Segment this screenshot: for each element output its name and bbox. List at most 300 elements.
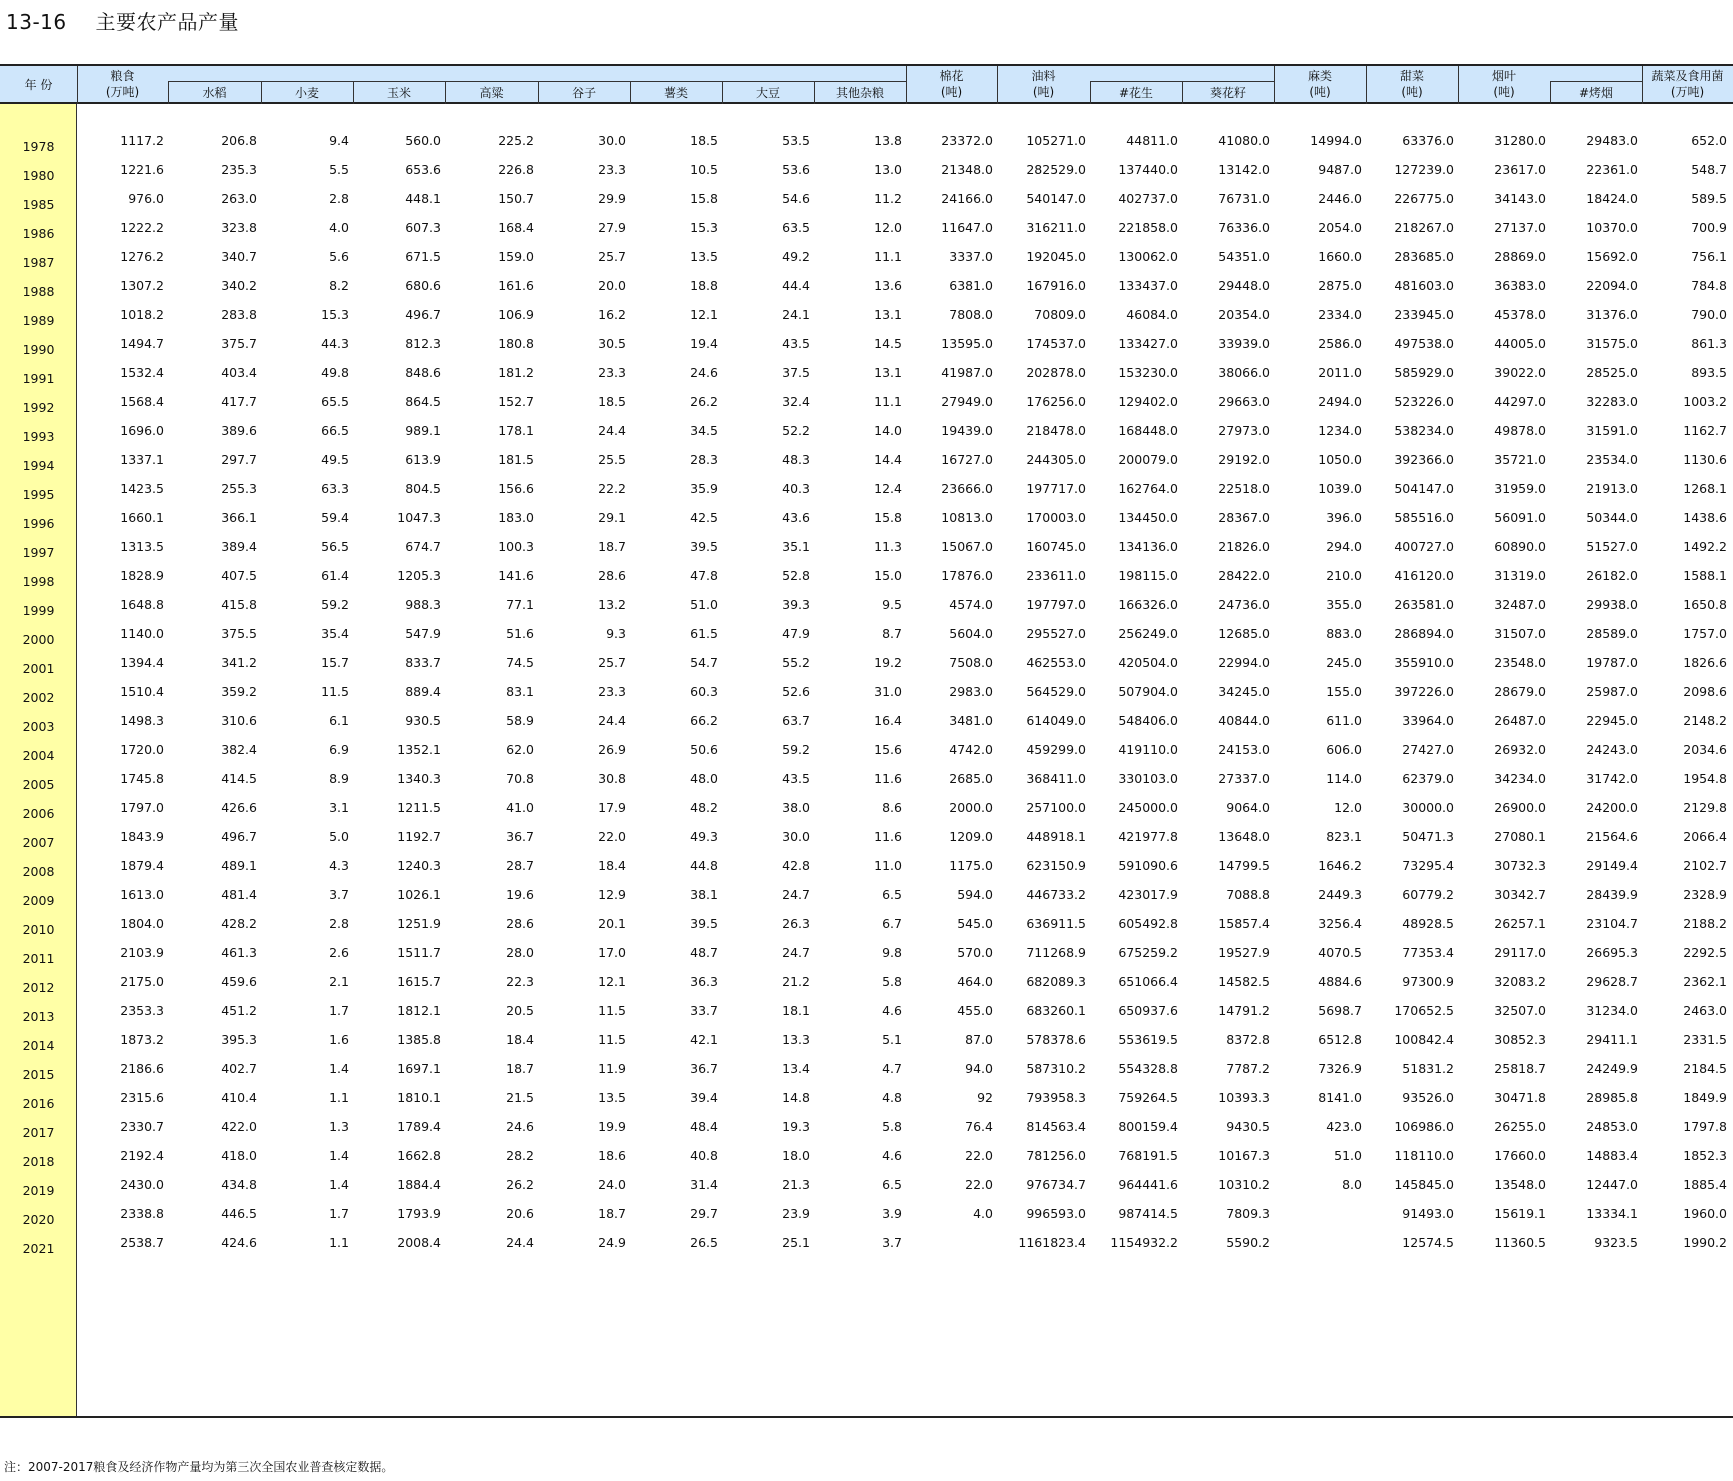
table-row	[0, 684, 1733, 716]
value-cell: 20.1	[598, 916, 626, 931]
value-cell: 74.5	[506, 655, 534, 670]
header-sub-tobacco-sub: #烤烟	[1578, 86, 1614, 100]
value-cell: 497538.0	[1394, 336, 1454, 351]
value-cell: 19787.0	[1586, 655, 1638, 670]
value-cell: 70.8	[506, 771, 534, 786]
year-cell: 1987	[22, 255, 55, 270]
value-cell: 1423.5	[120, 481, 164, 496]
value-cell: 434.8	[221, 1177, 257, 1192]
value-cell: 29.7	[690, 1206, 718, 1221]
year-cell: 2004	[22, 748, 55, 763]
value-cell: 42.5	[690, 510, 718, 525]
value-cell: 31280.0	[1494, 133, 1546, 148]
year-cell: 1997	[22, 545, 55, 560]
table-row	[0, 1032, 1733, 1064]
value-cell: 1568.4	[120, 394, 164, 409]
table-row	[0, 220, 1733, 252]
value-cell: 6381.0	[949, 278, 993, 293]
value-cell: 4070.5	[1318, 945, 1362, 960]
value-cell: 49878.0	[1494, 423, 1546, 438]
value-cell: 62379.0	[1402, 771, 1454, 786]
table-row	[0, 800, 1733, 832]
value-cell: 22.0	[965, 1148, 993, 1163]
value-cell: 2328.9	[1683, 887, 1727, 902]
table-row	[0, 133, 1733, 165]
value-cell: 218478.0	[1026, 423, 1086, 438]
value-cell: 255.3	[221, 481, 257, 496]
year-cell: 1978	[22, 139, 55, 154]
table-row	[0, 1177, 1733, 1209]
value-cell: 28.7	[506, 858, 534, 873]
year-cell: 1993	[22, 429, 55, 444]
value-cell: 25987.0	[1586, 684, 1638, 699]
year-cell: 2020	[22, 1212, 55, 1227]
value-cell: 1650.8	[1683, 597, 1727, 612]
value-cell: 27.9	[598, 220, 626, 235]
value-cell: 481603.0	[1394, 278, 1454, 293]
value-cell: 10813.0	[941, 510, 993, 525]
value-cell: 14.8	[782, 1090, 810, 1105]
value-cell: 36.7	[506, 829, 534, 844]
value-cell: 1810.1	[397, 1090, 441, 1105]
value-cell: 613.9	[405, 452, 441, 467]
value-cell: 17660.0	[1494, 1148, 1546, 1163]
value-cell: 297.7	[221, 452, 257, 467]
value-cell: 59.2	[782, 742, 810, 757]
year-cell: 2014	[22, 1038, 55, 1053]
value-cell: 31575.0	[1586, 336, 1638, 351]
value-cell: 2983.0	[949, 684, 993, 699]
year-cell: 1988	[22, 284, 55, 299]
value-cell: 964441.6	[1118, 1177, 1178, 1192]
value-cell: 1873.2	[120, 1032, 164, 1047]
value-cell: 52.8	[782, 568, 810, 583]
header-divider	[997, 66, 998, 104]
value-cell: 18.1	[782, 1003, 810, 1018]
value-cell: 28.6	[598, 568, 626, 583]
year-cell: 1989	[22, 313, 55, 328]
header-divider	[1458, 66, 1459, 104]
value-cell: 7808.0	[949, 307, 993, 322]
value-cell: 56091.0	[1494, 510, 1546, 525]
value-cell: 12.4	[874, 481, 902, 496]
value-cell: 53.6	[782, 162, 810, 177]
value-cell: 14791.2	[1218, 1003, 1270, 1018]
value-cell: 168.4	[498, 220, 534, 235]
header-year: 年 份	[24, 78, 53, 92]
value-cell: 1240.3	[397, 858, 441, 873]
value-cell: 14.5	[874, 336, 902, 351]
value-cell: 2338.8	[120, 1206, 164, 1221]
value-cell: 9430.5	[1226, 1119, 1270, 1134]
value-cell: 49.5	[321, 452, 349, 467]
value-cell: 24.7	[782, 945, 810, 960]
value-cell: 76.4	[965, 1119, 993, 1134]
value-cell: 13648.0	[1218, 829, 1270, 844]
value-cell: 30.0	[598, 133, 626, 148]
header-divider	[77, 66, 78, 104]
value-cell: 12.1	[690, 307, 718, 322]
header-sub-divider	[1182, 81, 1183, 104]
value-cell: 564529.0	[1026, 684, 1086, 699]
value-cell: 5698.7	[1318, 1003, 1362, 1018]
year-cell: 2016	[22, 1096, 55, 1111]
value-cell: 29411.1	[1586, 1032, 1638, 1047]
value-cell: 225.2	[498, 133, 534, 148]
value-cell: 2098.6	[1683, 684, 1727, 699]
value-cell: 861.3	[1691, 336, 1727, 351]
value-cell: 2008.4	[397, 1235, 441, 1250]
value-cell: 11.6	[874, 829, 902, 844]
header-sub-grain-sub: 谷子	[571, 86, 596, 100]
value-cell: 2.6	[329, 945, 349, 960]
value-cell: 28525.0	[1586, 365, 1638, 380]
value-cell: 419110.0	[1118, 742, 1178, 757]
value-cell: 23534.0	[1586, 452, 1638, 467]
value-cell: 13548.0	[1494, 1177, 1546, 1192]
value-cell: 989.1	[405, 423, 441, 438]
value-cell: 340.2	[221, 278, 257, 293]
value-cell: 47.8	[690, 568, 718, 583]
value-cell: 28869.0	[1494, 249, 1546, 264]
value-cell: 675259.2	[1118, 945, 1178, 960]
header-sub-divider	[261, 81, 262, 104]
value-cell: 162764.0	[1118, 481, 1178, 496]
value-cell: 63376.0	[1402, 133, 1454, 148]
value-cell: 83.1	[506, 684, 534, 699]
value-cell: 18424.0	[1586, 191, 1638, 206]
value-cell: 16.2	[598, 307, 626, 322]
value-cell: 13142.0	[1218, 162, 1270, 177]
value-cell: 60890.0	[1494, 539, 1546, 554]
value-cell: 11360.5	[1494, 1235, 1546, 1250]
value-cell: 27337.0	[1218, 771, 1270, 786]
value-cell: 30471.8	[1494, 1090, 1546, 1105]
value-cell: 63.3	[321, 481, 349, 496]
value-cell: 174537.0	[1026, 336, 1086, 351]
header-group-unit: (吨)	[1493, 85, 1515, 99]
value-cell: 23.3	[598, 684, 626, 699]
value-cell: 375.7	[221, 336, 257, 351]
value-cell: 1494.7	[120, 336, 164, 351]
value-cell: 31742.0	[1586, 771, 1638, 786]
value-cell: 160745.0	[1026, 539, 1086, 554]
value-cell: 540147.0	[1026, 191, 1086, 206]
value-cell: 18.5	[598, 394, 626, 409]
table-row	[0, 887, 1733, 919]
value-cell: 92	[977, 1090, 993, 1105]
value-cell: 29938.0	[1586, 597, 1638, 612]
value-cell: 129402.0	[1118, 394, 1178, 409]
value-cell: 1812.1	[397, 1003, 441, 1018]
value-cell: 2685.0	[949, 771, 993, 786]
year-cell: 2019	[22, 1183, 55, 1198]
value-cell: 25.1	[782, 1235, 810, 1250]
value-cell: 19.4	[690, 336, 718, 351]
value-cell: 790.0	[1691, 307, 1727, 322]
value-cell: 1276.2	[120, 249, 164, 264]
value-cell: 4.8	[882, 1090, 902, 1105]
value-cell: 24.6	[690, 365, 718, 380]
table-row	[0, 1061, 1733, 1093]
value-cell: 100.3	[498, 539, 534, 554]
value-cell: 578378.6	[1026, 1032, 1086, 1047]
value-cell: 56.5	[321, 539, 349, 554]
value-cell: 28.2	[506, 1148, 534, 1163]
value-cell: 26182.0	[1586, 568, 1638, 583]
value-cell: 814563.4	[1026, 1119, 1086, 1134]
value-cell: 51831.2	[1402, 1061, 1454, 1076]
value-cell: 1660.1	[120, 510, 164, 525]
value-cell: 7088.8	[1226, 887, 1270, 902]
value-cell: 1826.6	[1683, 655, 1727, 670]
value-cell: 29.9	[598, 191, 626, 206]
header-sub-grain-sub: 玉米	[386, 86, 411, 100]
value-cell: 5590.2	[1226, 1235, 1270, 1250]
value-cell: 1.4	[329, 1148, 349, 1163]
value-cell: 41080.0	[1218, 133, 1270, 148]
value-cell: 39.4	[690, 1090, 718, 1105]
value-cell: 39022.0	[1494, 365, 1546, 380]
value-cell: 7508.0	[949, 655, 993, 670]
value-cell: 27080.1	[1494, 829, 1546, 844]
value-cell: 35721.0	[1494, 452, 1546, 467]
value-cell: 33.7	[690, 1003, 718, 1018]
value-cell: 18.4	[598, 858, 626, 873]
value-cell: 137440.0	[1118, 162, 1178, 177]
value-cell: 1613.0	[120, 887, 164, 902]
value-cell: 48.0	[690, 771, 718, 786]
value-cell: 623150.9	[1026, 858, 1086, 873]
value-cell: 218267.0	[1394, 220, 1454, 235]
value-cell: 27949.0	[941, 394, 993, 409]
value-cell: 11.2	[874, 191, 902, 206]
value-cell: 1268.1	[1683, 481, 1727, 496]
value-cell: 12574.5	[1402, 1235, 1454, 1250]
value-cell: 24736.0	[1218, 597, 1270, 612]
value-cell: 1018.2	[120, 307, 164, 322]
value-cell: 13.8	[874, 133, 902, 148]
value-cell: 2188.2	[1683, 916, 1727, 931]
value-cell: 21.3	[782, 1177, 810, 1192]
value-cell: 781256.0	[1026, 1148, 1086, 1163]
value-cell: 31591.0	[1586, 423, 1638, 438]
value-cell: 18.7	[598, 1206, 626, 1221]
value-cell: 44.8	[690, 858, 718, 873]
value-cell: 118110.0	[1394, 1148, 1454, 1163]
header-sub-grain-sub: 小麦	[294, 86, 319, 100]
value-cell: 226.8	[498, 162, 534, 177]
value-cell: 25.7	[598, 249, 626, 264]
table-row	[0, 742, 1733, 774]
value-cell: 1130.6	[1683, 452, 1727, 467]
value-cell: 1.7	[329, 1206, 349, 1221]
value-cell: 418.0	[221, 1148, 257, 1163]
value-cell: 585516.0	[1394, 510, 1454, 525]
header-group-name: 甜菜	[1399, 69, 1424, 83]
value-cell: 6.1	[329, 713, 349, 728]
value-cell: 28367.0	[1218, 510, 1270, 525]
value-cell: 13334.1	[1586, 1206, 1638, 1221]
value-cell: 355910.0	[1394, 655, 1454, 670]
value-cell: 2330.7	[120, 1119, 164, 1134]
value-cell: 341.2	[221, 655, 257, 670]
header-sub-grain-sub: 高粱	[479, 86, 504, 100]
value-cell: 1696.0	[120, 423, 164, 438]
value-cell: 23104.7	[1586, 916, 1638, 931]
value-cell: 2334.0	[1318, 307, 1362, 322]
header-sub-divider	[353, 81, 354, 104]
value-cell: 29448.0	[1218, 278, 1270, 293]
year-cell: 2015	[22, 1067, 55, 1082]
value-cell: 504147.0	[1394, 481, 1454, 496]
value-cell: 23.3	[598, 365, 626, 380]
value-cell: 294.0	[1326, 539, 1362, 554]
value-cell: 40.3	[782, 481, 810, 496]
header-group-name: 油料	[1031, 69, 1056, 83]
value-cell: 9.8	[882, 945, 902, 960]
value-cell: 43.6	[782, 510, 810, 525]
value-cell: 166326.0	[1118, 597, 1178, 612]
table-row	[0, 249, 1733, 281]
value-cell: 24.7	[782, 887, 810, 902]
value-cell: 414.5	[221, 771, 257, 786]
value-cell: 24200.0	[1586, 800, 1638, 815]
value-cell: 19439.0	[941, 423, 993, 438]
value-cell: 545.0	[957, 916, 993, 931]
value-cell: 32.4	[782, 394, 810, 409]
value-cell: 1697.1	[397, 1061, 441, 1076]
value-cell: 1209.0	[949, 829, 993, 844]
value-cell: 31.0	[874, 684, 902, 699]
value-cell: 20.0	[598, 278, 626, 293]
value-cell: 1884.4	[397, 1177, 441, 1192]
table-row	[0, 1119, 1733, 1151]
value-cell: 52.6	[782, 684, 810, 699]
value-cell: 650937.6	[1118, 1003, 1178, 1018]
header-sub-grain-sub: 其他杂粮	[835, 86, 884, 100]
value-cell: 18.0	[782, 1148, 810, 1163]
value-cell: 21564.6	[1586, 829, 1638, 844]
value-cell: 9.4	[329, 133, 349, 148]
value-cell: 13.3	[782, 1032, 810, 1047]
value-cell: 44811.0	[1126, 133, 1178, 148]
value-cell: 9.3	[606, 626, 626, 641]
value-cell: 459.6	[221, 974, 257, 989]
value-cell: 8.6	[882, 800, 902, 815]
value-cell: 1161823.4	[1018, 1235, 1086, 1250]
value-cell: 2175.0	[120, 974, 164, 989]
value-cell: 41987.0	[941, 365, 993, 380]
value-cell: 1234.0	[1318, 423, 1362, 438]
value-cell: 1307.2	[120, 278, 164, 293]
value-cell: 61.5	[690, 626, 718, 641]
value-cell: 15.8	[874, 510, 902, 525]
value-cell: 930.5	[405, 713, 441, 728]
value-cell: 1313.5	[120, 539, 164, 554]
value-cell: 30732.3	[1494, 858, 1546, 873]
header-sub-divider	[1550, 81, 1551, 104]
value-cell: 58.9	[506, 713, 534, 728]
value-cell: 34245.0	[1218, 684, 1270, 699]
value-cell: 768191.5	[1118, 1148, 1178, 1163]
value-cell: 1849.9	[1683, 1090, 1727, 1105]
value-cell: 51527.0	[1586, 539, 1638, 554]
table-row	[0, 655, 1733, 687]
value-cell: 523226.0	[1394, 394, 1454, 409]
value-cell: 461.3	[221, 945, 257, 960]
value-cell: 848.6	[405, 365, 441, 380]
value-cell: 18.7	[506, 1061, 534, 1076]
value-cell: 416120.0	[1394, 568, 1454, 583]
footnote: 注：2007-2017粮食及经济作物产量均为第三次全国农业普查核定数据。	[4, 1460, 394, 1474]
value-cell: 100842.4	[1394, 1032, 1454, 1047]
value-cell: 24166.0	[941, 191, 993, 206]
value-cell: 18.5	[690, 133, 718, 148]
value-cell: 800159.4	[1118, 1119, 1178, 1134]
value-cell: 15.3	[321, 307, 349, 322]
value-cell: 1.6	[329, 1032, 349, 1047]
value-cell: 159.0	[498, 249, 534, 264]
value-cell: 26.5	[690, 1235, 718, 1250]
value-cell: 36.7	[690, 1061, 718, 1076]
value-cell: 316211.0	[1026, 220, 1086, 235]
value-cell: 8.0	[1342, 1177, 1362, 1192]
value-cell: 368411.0	[1026, 771, 1086, 786]
value-cell: 14582.5	[1218, 974, 1270, 989]
value-cell: 24.1	[782, 307, 810, 322]
value-cell: 13.1	[874, 307, 902, 322]
value-cell: 1532.4	[120, 365, 164, 380]
table-row	[0, 481, 1733, 513]
value-cell: 1646.2	[1318, 858, 1362, 873]
value-cell: 547.9	[405, 626, 441, 641]
value-cell: 10167.3	[1218, 1148, 1270, 1163]
header-group-name: 烟叶	[1491, 69, 1516, 83]
value-cell: 28985.8	[1586, 1090, 1638, 1105]
header-sub-grain-sub: 水稻	[202, 86, 227, 100]
value-cell: 2129.8	[1683, 800, 1727, 815]
value-cell: 31959.0	[1494, 481, 1546, 496]
value-cell: 257100.0	[1026, 800, 1086, 815]
table-row	[0, 1003, 1733, 1035]
value-cell: 4884.6	[1318, 974, 1362, 989]
table-number: 13-16	[6, 10, 67, 34]
value-cell: 9064.0	[1226, 800, 1270, 815]
table-row	[0, 452, 1733, 484]
value-cell: 1222.2	[120, 220, 164, 235]
value-cell: 49.3	[690, 829, 718, 844]
value-cell: 60779.2	[1402, 887, 1454, 902]
value-cell: 5.6	[329, 249, 349, 264]
value-cell: 134136.0	[1118, 539, 1178, 554]
header-sub-grain-sub: 大豆	[755, 86, 780, 100]
value-cell: 2.1	[329, 974, 349, 989]
value-cell: 548406.0	[1118, 713, 1178, 728]
value-cell: 683260.1	[1026, 1003, 1086, 1018]
value-cell: 560.0	[405, 133, 441, 148]
value-cell: 375.5	[221, 626, 257, 641]
year-cell: 2007	[22, 835, 55, 850]
table-row	[0, 858, 1733, 890]
value-cell: 63.7	[782, 713, 810, 728]
header-group-unit: (万吨)	[105, 85, 140, 99]
value-cell: 976.0	[128, 191, 164, 206]
value-cell: 29149.4	[1586, 858, 1638, 873]
value-cell: 1337.1	[120, 452, 164, 467]
value-cell: 607.3	[405, 220, 441, 235]
year-cell: 2000	[22, 632, 55, 647]
